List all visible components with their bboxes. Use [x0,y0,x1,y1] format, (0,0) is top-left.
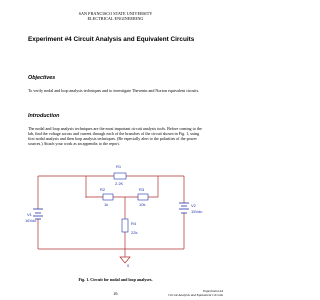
objectives-text: To verify nodal and loop analysis techniques and to investigate Thevenin and Norton equivalent circuits. [28,88,200,93]
university-name: SAN FRANCISCO STATE UNIVERSITY [78,11,153,16]
r1-value: 2.2K [115,181,124,186]
objectives-heading: Objectives [28,75,56,81]
r2-label: R2 [100,187,106,192]
voltage-source-v1 [25,209,43,223]
department-name: ELECTRICAL ENGINEERING [87,16,144,22]
document-title: Experiment #4 Circuit Analysis and Equivalent Circuits [28,36,195,43]
introduction-heading: Introduction [28,113,60,119]
header [0,11,231,22]
introduction-text: The nodal and loop analysis techniques are the most important circuit analysis tools. Before coming to the lab, find the voltage across and current through each of the branches of the circuit shown in Fig. 1, using first nodal analysis and then loop analysis techniques. (Be especially alert to the polarities of the power sources.) Attach your work as an appendix to the report. [28,126,202,147]
page-number: 26 [113,291,118,296]
r3-value: 10k [139,202,146,207]
v2-value: 15Vdc [191,209,203,214]
v1-value: 16Vdc [25,218,37,223]
running-footer [168,289,223,297]
footer-line-1: Experiment #4 [203,289,223,293]
circuit-diagram [25,153,208,275]
r1-label: R1 [116,164,122,169]
r3-label: R3 [139,187,145,192]
resistor-r4 [122,219,137,235]
voltage-source-v2 [179,203,202,214]
resistor-r1 [114,164,126,186]
r4-label: R4 [131,221,137,226]
r2-value: 1k [104,202,109,207]
figure-caption: Fig. 1. Circuit for nodal and loop analyses. [78,277,153,282]
v2-label: V2 [191,203,196,208]
v1-label: V1 [27,212,32,217]
footer-line-2: Circuit Analysis and Equivalent Circuits [168,293,223,298]
ground-symbol [120,257,130,268]
resistor-r3 [138,187,148,207]
ground-label: 0 [127,263,130,268]
r4-value: 22k [131,230,138,235]
circuit-wires [38,176,184,257]
